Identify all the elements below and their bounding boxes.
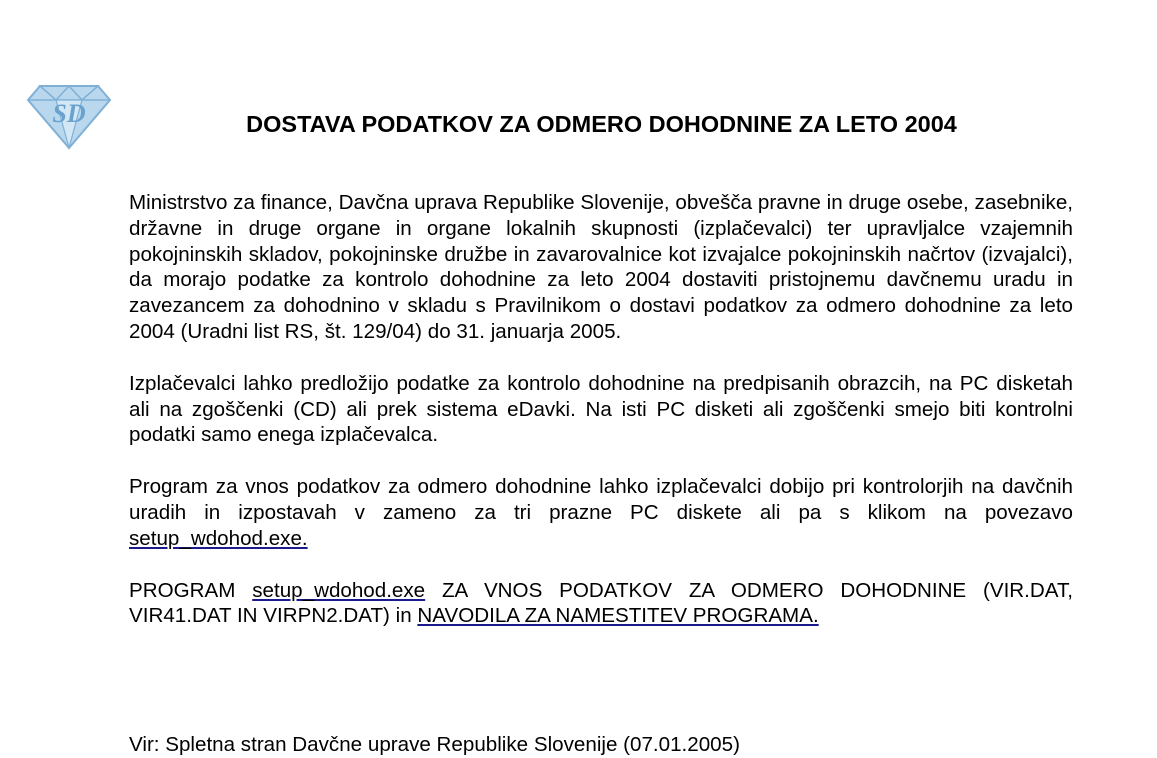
downloads-prefix: PROGRAM <box>129 578 253 602</box>
paragraph-program <box>129 474 1073 551</box>
program-text: Program za vnos podatkov za odmero dohodnine lahko izplačevalci dobijo pri kontrolorjih na davčnih uradih in izpostavah v zameno za tri prazne PC diskete ali pa s klikom na povezavo <box>129 475 1073 524</box>
installation-instructions-link[interactable]: NAVODILA ZA NAMESTITEV PROGRAMA. <box>417 604 819 628</box>
document-body <box>129 190 1073 655</box>
downloads-middle: ZA VNOS PODATKOV ZA ODMERO DOHODNINE (VIR.DAT, VIR41.DAT IN VIRPN2.DAT) in <box>129 578 1073 628</box>
paragraph-downloads <box>129 578 1073 630</box>
paragraph-submission: Izplačevalci lahko predložijo podatke za kontrolo dohodnine na predpisanih obrazcih, na PC disketah ali na zgoščenki (CD) ali prek sistema eDavki. Na isti PC disketi ali zgoščenki smejo biti kontrolni podatki samo enega izplačevalca. <box>129 371 1073 447</box>
setup-download-link[interactable]: setup_wdohod.exe. <box>129 526 308 550</box>
sd-diamond-logo-icon <box>26 78 112 150</box>
sd-logo <box>26 78 112 150</box>
setup-exe-link[interactable]: setup_wdohod.exe <box>252 578 426 602</box>
source-footer: Vir: Spletna stran Davčne uprave Republike Slovenije (07.01.2005) <box>129 733 740 756</box>
paragraph-intro: Ministrstvo za finance, Davčna uprava Republike Slovenije, obvešča pravne in druge osebe, zasebnike, državne in druge organe in organe lokalnih skupnosti (izplačevalci) ter upravljalce vzajemnih pokojninskih skladov, pokojninske družbe in zavarovalnice kot izvajalce pokojninskih načrtov (izvajalci), da morajo podatke za kontrolo dohodnine za leto 2004 dostaviti pristojnemu davčnemu uradu in zavezancem za dohodnino v skladu s Pravilnikom o dostavi podatkov za odmero dohodnine za leto 2004 (Uradni list RS, št. 129/04) do 31. januarja 2005. <box>129 191 1073 343</box>
logo-text: SD <box>52 99 86 128</box>
page-title: DOSTAVA PODATKOV ZA ODMERO DOHODNINE ZA LETO 2004 <box>246 111 957 137</box>
